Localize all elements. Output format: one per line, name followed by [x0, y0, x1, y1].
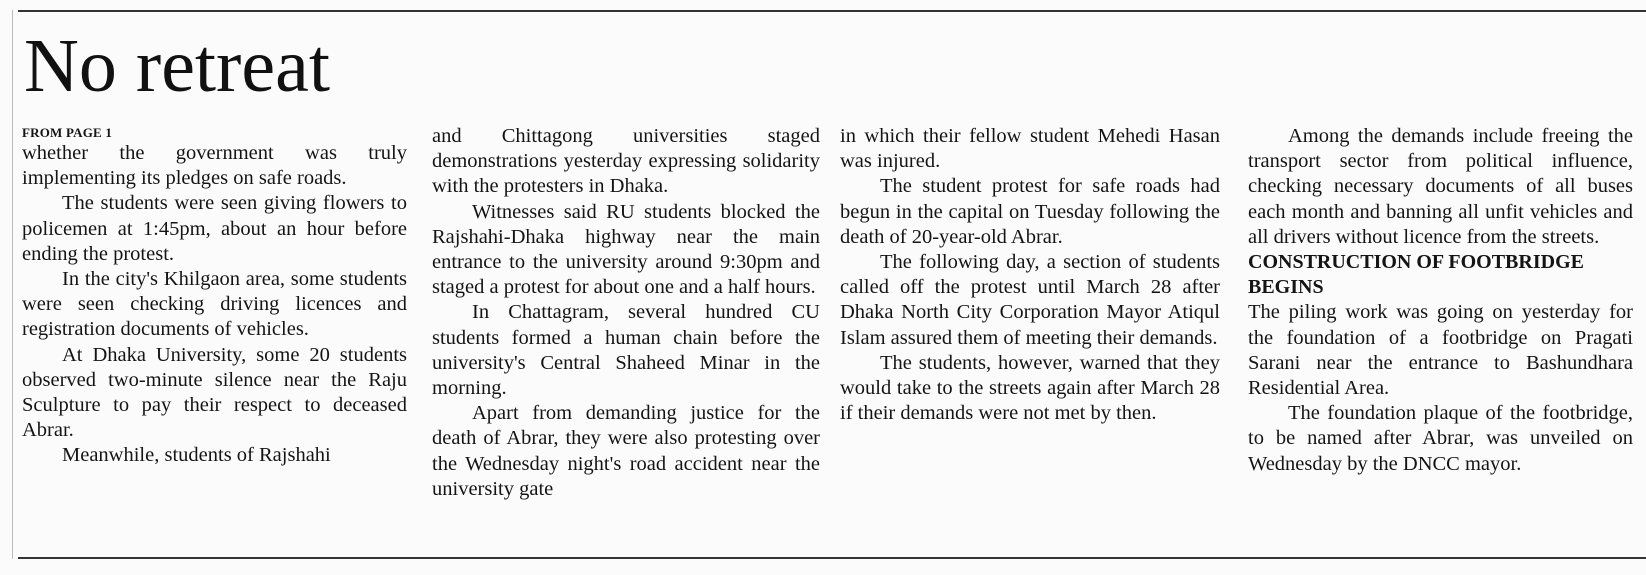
paragraph: The students, however, warned that they would take to the streets again after March 28 if their demands were not met by then.: [840, 351, 1220, 425]
paragraph: Apart from demanding justice for the death of Abrar, they were also protesting over the Wednesday night's road accident near the university gate: [432, 402, 820, 500]
paragraph: The piling work was going on yesterday for the foundation of a footbridge on Pragati Sarani near the entrance to Bashundhara Residential Area.: [1248, 301, 1633, 400]
subheading: CONSTRUCTION OF FOOTBRIDGE BEGINS: [1248, 251, 1584, 299]
paragraph: In Chattagram, several hundred CU students formed a human chain before the university's Central Shaheed Minar in the morning.: [432, 301, 820, 400]
top-rule: [18, 10, 1646, 12]
article-column-4: [1248, 124, 1633, 477]
paragraph: In the city's Khilgaon area, some students were seen checking driving licences and registration documents of vehicles.: [22, 268, 407, 341]
paragraph: The following day, a section of students called off the protest until March 28 after Dhaka North City Corporation Mayor Atiqul Islam assured them of meeting their demands.: [840, 251, 1220, 349]
paragraph: The foundation plaque of the footbridge, to be named after Abrar, was unveiled on Wednesday by the DNCC mayor.: [1248, 402, 1633, 475]
paragraph: The student protest for safe roads had begun in the capital on Tuesday following the death of 20-year-old Abrar.: [840, 175, 1220, 248]
paragraph: Witnesses said RU students blocked the Rajshahi-Dhaka highway near the main entrance to the university around 9:30pm and staged a protest for about one and a half hours.: [432, 200, 820, 299]
left-edge-line: [12, 10, 13, 559]
paragraph: Among the demands include freeing the transport sector from political influence, checking necessary documents of all buses each month and banning all unfit vehicles and all drivers without licence from the streets.: [1248, 125, 1633, 248]
jump-label: FROM PAGE 1: [22, 125, 113, 140]
paragraph: At Dhaka University, some 20 students observed two-minute silence near the Raju Sculpture to pay their respect to deceased Abrar.: [22, 343, 407, 442]
bottom-rule: [18, 557, 1646, 559]
paragraph: whether the government was truly implementing its pledges on safe roads.: [22, 142, 407, 190]
article-column-1: [22, 124, 407, 469]
article-column-2: [432, 124, 820, 502]
paragraph: Meanwhile, students of Rajshahi: [62, 444, 331, 467]
article-column-3: [840, 124, 1220, 426]
headline: No retreat: [24, 24, 330, 108]
paragraph: in which their fellow student Mehedi Hasan was injured.: [840, 125, 1220, 173]
paragraph: The students were seen giving flowers to policemen at 1:45pm, about an hour before ending the protest.: [22, 192, 407, 265]
paragraph: and Chittagong universities staged demonstrations yesterday expressing solidarity with the protesters in Dhaka.: [432, 125, 820, 198]
